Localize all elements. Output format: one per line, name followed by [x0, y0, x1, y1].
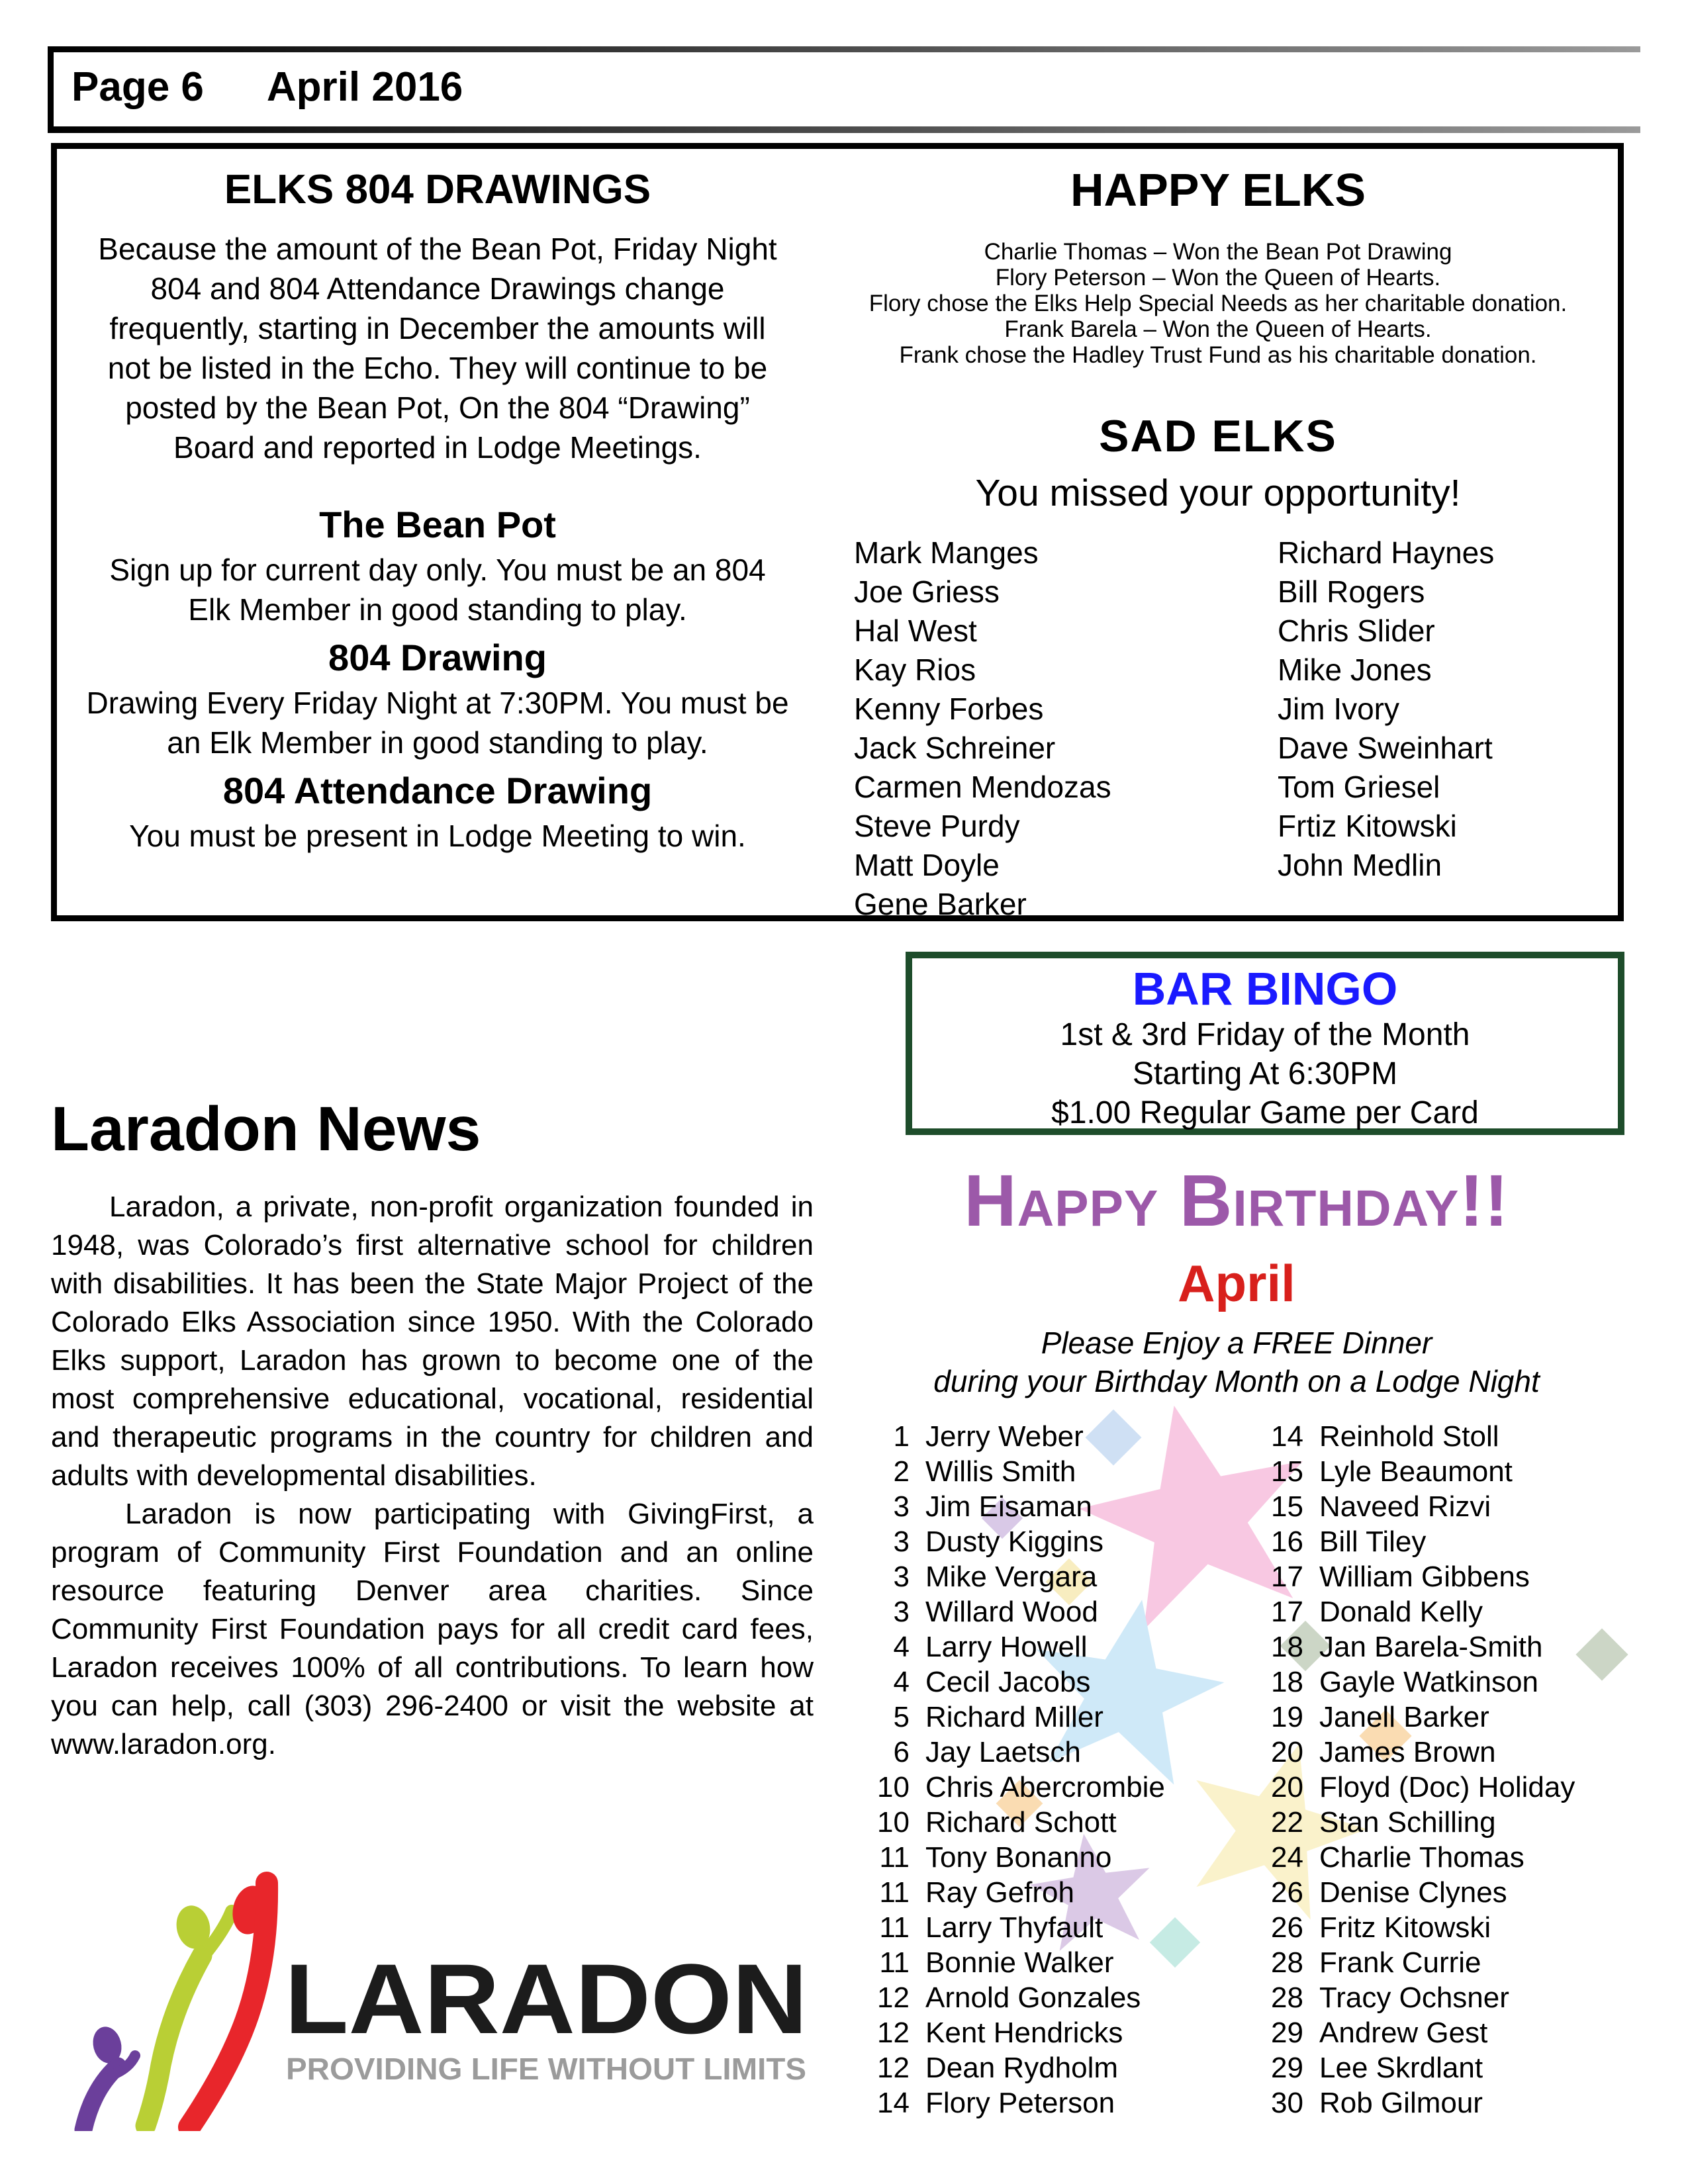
birthday-name: Floyd (Doc) Holiday [1319, 1771, 1575, 1803]
birthday-name: James Brown [1319, 1736, 1496, 1768]
birthday-day: 29 [1271, 2017, 1303, 2049]
birthday-row [1252, 1980, 1634, 2015]
birthday-day: 1 [893, 1420, 910, 1453]
sad-elk-name: Hal West [854, 614, 977, 648]
birthday-day: 3 [893, 1561, 910, 1593]
birthday-day: 17 [1271, 1561, 1303, 1593]
sad-elk-name: Steve Purdy [854, 809, 1020, 843]
birthday-day: 18 [1271, 1666, 1303, 1698]
header-bottom-rule [48, 126, 1640, 133]
birthday-row [858, 1700, 1252, 1735]
birthday-row [858, 1945, 1252, 1980]
birthday-list-columns [858, 1419, 1634, 2120]
birthday-row [1252, 1770, 1634, 1805]
birthday-name: Stan Schilling [1319, 1806, 1496, 1839]
birthday-name: Janell Barker [1319, 1701, 1489, 1733]
birthday-day: 18 [1271, 1631, 1303, 1663]
laradon-news-title: Laradon News [51, 1094, 481, 1164]
elks-drawings-intro: Because the amount of the Bean Pot, Friday Night 804 and 804 Attendance Drawings change frequently, starting in December the amounts will not be listed in the Echo. They will continue to be posted by the Bean Pot, On the 804 “Drawing” Board and reported in Lodge Meetings. [98, 232, 777, 465]
birthday-day: 15 [1271, 1455, 1303, 1488]
birthday-name: Ray Gefroh [925, 1876, 1074, 1909]
birthday-note [839, 1324, 1634, 1400]
birthday-row [1252, 1805, 1634, 1840]
birthday-name: Tony Bonanno [925, 1841, 1112, 1874]
birthday-row [1252, 1875, 1634, 1910]
birthday-day: 3 [893, 1596, 910, 1628]
birthday-name: Larry Thyfault [925, 1911, 1103, 1944]
birthday-row [1252, 1524, 1634, 1559]
birthday-row [1252, 1594, 1634, 1629]
birthday-row [858, 1594, 1252, 1629]
birthday-row [1252, 2085, 1634, 2120]
happy-elks-line: Frank Barela – Won the Queen of Hearts. [1004, 316, 1432, 342]
bar-bingo-box [906, 952, 1624, 1135]
birthday-note-line-2: during your Birthday Month on a Lodge Night [933, 1364, 1540, 1398]
header-top-rule [48, 46, 1640, 52]
birthday-day: 24 [1271, 1841, 1303, 1874]
sad-elks-title: SAD ELKS [1099, 411, 1337, 461]
birthday-name: Naveed Rizvi [1319, 1490, 1491, 1523]
804-drawing-heading: 804 Drawing [328, 637, 547, 678]
birthday-day: 16 [1271, 1525, 1303, 1558]
birthday-name: Flory Peterson [925, 2087, 1115, 2119]
birthday-day: 26 [1271, 1911, 1303, 1944]
birthday-row [1252, 1735, 1634, 1770]
birthday-day: 20 [1271, 1736, 1303, 1768]
birthday-day: 6 [893, 1736, 910, 1768]
birthday-row [1252, 1489, 1634, 1524]
bar-bingo-line: $1.00 Regular Game per Card [1051, 1095, 1479, 1130]
laradon-paragraph-2: Laradon is now participating with GivingFirst, a program of Community First Foundation and an online resource featuring Denver area charities. Since Community First Foundation pays for all credit card fees, Laradon receives 100% of all contributions. To learn how you can help, call (303) 296-2400 or visit the website at www.laradon.org. [51, 1498, 814, 1760]
birthday-name: Charlie Thomas [1319, 1841, 1524, 1874]
birthday-day: 3 [893, 1490, 910, 1523]
attendance-drawing-body: You must be present in Lodge Meeting to win. [129, 819, 746, 853]
birthday-row [858, 1454, 1252, 1489]
birthday-name: Donald Kelly [1319, 1596, 1483, 1628]
birthday-day: 22 [1271, 1806, 1303, 1839]
birthday-row [858, 1489, 1252, 1524]
birthday-name: Reinhold Stoll [1319, 1420, 1499, 1453]
birthday-day: 12 [877, 2017, 910, 2049]
birthday-row [858, 2085, 1252, 2120]
birthday-row [858, 1559, 1252, 1594]
sad-elks-subtitle: You missed your opportunity! [975, 472, 1461, 514]
birthday-day: 11 [879, 1841, 910, 1874]
elks-status-section [818, 149, 1618, 924]
birthday-day: 15 [1271, 1490, 1303, 1523]
birthday-day: 12 [877, 2052, 910, 2084]
birthday-row [1252, 1629, 1634, 1664]
sad-elk-name: John Medlin [1278, 848, 1442, 882]
birthday-row [1252, 2050, 1634, 2085]
sad-elk-name: Joe Griess [854, 574, 1000, 609]
birthday-day: 5 [893, 1701, 910, 1733]
birthday-day: 19 [1271, 1701, 1303, 1733]
birthday-day: 3 [893, 1525, 910, 1558]
sad-elks-column-2 [1278, 533, 1605, 924]
birthday-row [1252, 1910, 1634, 1945]
birthday-name: Kent Hendricks [925, 2017, 1123, 2049]
birthday-row [858, 1770, 1252, 1805]
birthday-note-line-1: Please Enjoy a FREE Dinner [1041, 1326, 1432, 1360]
birthday-row [1252, 1559, 1634, 1594]
birthday-row [1252, 1945, 1634, 1980]
birthday-day: 30 [1271, 2087, 1303, 2119]
birthday-row [1252, 2015, 1634, 2050]
page-header [71, 64, 463, 111]
sad-elk-name: Dave Sweinhart [1278, 731, 1493, 765]
sad-elks-name-columns [854, 533, 1605, 924]
birthday-row [858, 1629, 1252, 1664]
sad-elk-name: Jim Ivory [1278, 692, 1399, 726]
birthday-day: 20 [1271, 1771, 1303, 1803]
sad-elk-name: Mark Manges [854, 535, 1039, 570]
birthday-name: Tracy Ochsner [1319, 1981, 1509, 2014]
birthday-row [858, 1980, 1252, 2015]
birthday-name: Bonnie Walker [925, 1946, 1114, 1979]
page-number: Page 6 [71, 64, 204, 110]
birthday-day: 10 [877, 1771, 910, 1803]
birthday-row [858, 1664, 1252, 1700]
birthday-row [858, 1805, 1252, 1840]
804-drawing-body: Drawing Every Friday Night at 7:30PM. You must be an Elk Member in good standing to play. [86, 686, 789, 760]
sad-elk-name: Carmen Mendozas [854, 770, 1111, 804]
birthday-column-2 [1252, 1419, 1634, 2120]
birthday-name: Bill Tiley [1319, 1525, 1427, 1558]
birthday-name: Richard Schott [925, 1806, 1117, 1839]
elks-drawings-title: ELKS 804 DRAWINGS [224, 167, 651, 212]
sad-elk-name: Richard Haynes [1278, 535, 1495, 570]
laradon-logo-figures [83, 1882, 272, 2130]
sad-elk-name: Matt Doyle [854, 848, 1000, 882]
laradon-paragraph-1: Laradon, a private, non-profit organization founded in 1948, was Colorado’s first alternative school for children with disabilities. It has been the State Major Project of the Colorado Elks Association since 1950. With the Colorado Elks support, Laradon has grown to become one of the most comprehensive educational, vocational, residential and therapeutic programs in the country for children and adults with developmental disabilities. [51, 1191, 814, 1492]
birthday-day: 4 [893, 1666, 910, 1698]
birthday-name: Larry Howell [925, 1631, 1088, 1663]
birthday-day: 28 [1271, 1981, 1303, 2014]
sad-elk-name: Bill Rogers [1278, 574, 1425, 609]
happy-elks-line: Flory Peterson – Won the Queen of Hearts. [995, 265, 1441, 291]
sad-elk-name: Kenny Forbes [854, 692, 1044, 726]
birthday-name: Andrew Gest [1319, 2017, 1488, 2049]
birthday-day: 14 [1271, 1420, 1303, 1453]
elks-drawings-section [57, 149, 818, 856]
sad-elks-column-1 [854, 533, 1278, 924]
birthday-row [858, 1524, 1252, 1559]
birthday-row [858, 1735, 1252, 1770]
laradon-logo [66, 1846, 821, 2131]
birthday-column-1 [858, 1419, 1252, 2120]
birthday-name: Willis Smith [925, 1455, 1076, 1488]
birthday-month: April [1178, 1254, 1295, 1312]
birthday-day: 28 [1271, 1946, 1303, 1979]
bean-pot-heading: The Bean Pot [319, 504, 556, 545]
birthday-day: 11 [879, 1911, 910, 1944]
birthday-day: 2 [893, 1455, 910, 1488]
birthday-name: Richard Miller [925, 1701, 1103, 1733]
birthday-name: Arnold Gonzales [925, 1981, 1141, 2014]
birthday-row [858, 2015, 1252, 2050]
birthday-row [858, 2050, 1252, 2085]
bar-bingo-line: Starting At 6:30PM [1132, 1056, 1398, 1091]
happy-elks-title: HAPPY ELKS [1070, 164, 1366, 216]
laradon-news-section [51, 1093, 814, 1764]
birthday-name: Jan Barela-Smith [1319, 1631, 1543, 1663]
happy-elks-lines [831, 239, 1605, 368]
birthday-row [1252, 1700, 1634, 1735]
birthday-row [858, 1875, 1252, 1910]
birthday-name: Lee Skrdlant [1319, 2052, 1483, 2084]
birthday-day: 12 [877, 1981, 910, 2014]
birthday-name: Denise Clynes [1319, 1876, 1507, 1909]
sad-elk-name: Mike Jones [1278, 653, 1432, 687]
birthday-name: William Gibbens [1319, 1561, 1530, 1593]
drawings-and-elks-box [51, 143, 1624, 921]
sad-elk-name: Frtiz Kitowski [1278, 809, 1457, 843]
bean-pot-body: Sign up for current day only. You must be an 804 Elk Member in good standing to play. [109, 553, 766, 627]
happy-birthday-title: Happy Birthday!! [964, 1160, 1509, 1242]
happy-elks-line: Charlie Thomas – Won the Bean Pot Drawing [984, 239, 1452, 265]
birthday-name: Dean Rydholm [925, 2052, 1119, 2084]
birthday-row [1252, 1454, 1634, 1489]
birthday-row [858, 1419, 1252, 1454]
attendance-drawing-heading: 804 Attendance Drawing [222, 770, 653, 811]
birthday-name: Fritz Kitowski [1319, 1911, 1491, 1944]
birthday-day: 14 [877, 2087, 910, 2119]
birthday-row [1252, 1840, 1634, 1875]
sad-elk-name: Kay Rios [854, 653, 976, 687]
birthday-day: 11 [879, 1876, 910, 1909]
header-left-border [48, 46, 54, 133]
birthday-name: Jay Laetsch [925, 1736, 1081, 1768]
sad-elk-name: Chris Slider [1278, 614, 1435, 648]
bar-bingo-lines [912, 1015, 1618, 1132]
birthday-name: Chris Abercrombie [925, 1771, 1165, 1803]
happy-birthday-section [839, 1160, 1634, 2120]
birthday-name: Jim Eisaman [925, 1490, 1092, 1523]
birthday-day: 4 [893, 1631, 910, 1663]
sad-elk-name: Tom Griesel [1278, 770, 1440, 804]
birthday-row [1252, 1664, 1634, 1700]
birthday-row [1252, 1419, 1634, 1454]
laradon-logo-wordmark: LARADON [285, 1943, 808, 2054]
sad-elk-name: Jack Schreiner [854, 731, 1056, 765]
birthday-name: Mike Vergara [925, 1561, 1098, 1593]
birthday-name: Frank Currie [1319, 1946, 1481, 1979]
happy-elks-line: Flory chose the Elks Help Special Needs as her charitable donation. [868, 291, 1568, 316]
birthday-name: Dusty Kiggins [925, 1525, 1104, 1558]
sad-elk-name: Gene Barker [854, 887, 1027, 921]
happy-elks-line: Frank chose the Hadley Trust Fund as his charitable donation. [899, 342, 1537, 368]
birthday-row [858, 1910, 1252, 1945]
birthday-day: 26 [1271, 1876, 1303, 1909]
laradon-logo-tagline: PROVIDING LIFE WITHOUT LIMITS [286, 2052, 806, 2086]
bar-bingo-title: BAR BINGO [1132, 963, 1398, 1015]
birthday-day: 10 [877, 1806, 910, 1839]
birthday-name: Rob Gilmour [1319, 2087, 1483, 2119]
bar-bingo-line: 1st & 3rd Friday of the Month [1060, 1017, 1470, 1052]
birthday-day: 29 [1271, 2052, 1303, 2084]
birthday-row [858, 1840, 1252, 1875]
birthday-day: 17 [1271, 1596, 1303, 1628]
issue-date: April 2016 [266, 64, 463, 110]
birthday-day: 11 [879, 1946, 910, 1979]
birthday-name: Cecil Jacobs [925, 1666, 1091, 1698]
birthday-name: Lyle Beaumont [1319, 1455, 1513, 1488]
birthday-name: Jerry Weber [925, 1420, 1084, 1453]
birthday-name: Willard Wood [925, 1596, 1098, 1628]
birthday-name: Gayle Watkinson [1319, 1666, 1538, 1698]
